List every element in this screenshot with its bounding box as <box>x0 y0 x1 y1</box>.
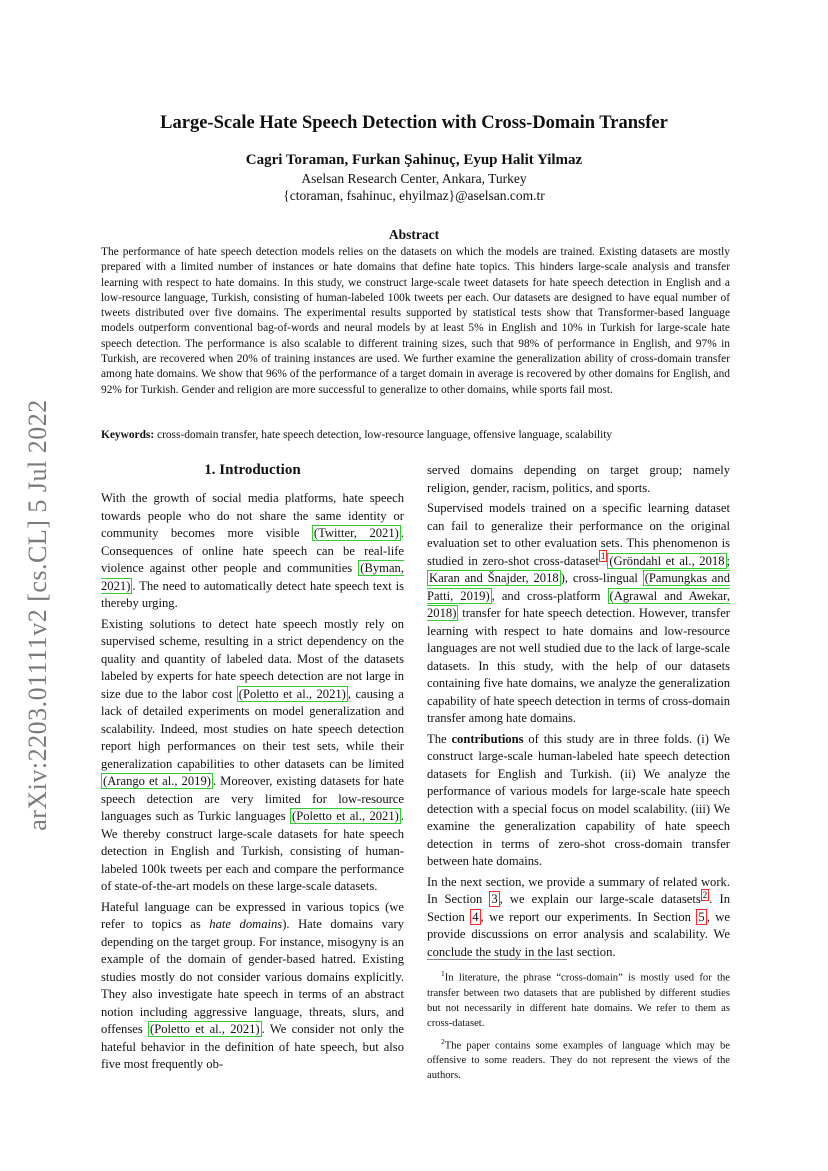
abstract-body <box>101 245 730 398</box>
keywords-text: cross-domain transfer, hate speech detection, low-resource language, offensive language, scalability <box>157 429 613 441</box>
intro-paragraph: served domains depending on target group; namely religion, gender, racism, politics, and sports. <box>427 463 730 495</box>
section-link[interactable]: 5 <box>698 909 705 924</box>
section-heading-introduction: 1. Introduction <box>204 462 301 478</box>
affiliation: Aselsan Research Center, Ankara, Turkey <box>301 171 527 186</box>
intro-paragraph: With the growth of social media platforms, hate speech towards people who do not share the same identity or community becomes more visible (Twitter, 2021) . Consequences of online hate speech can be real-life violence against other people and communities (Byman, 2021) . The need to automatically detect hate speech text is thereby urging. <box>101 491 404 610</box>
bold-contributions: contributions <box>451 731 524 746</box>
intro-paragraph: In the next section, we provide a summary of related work. In Section 3 , we explain our large-scale datasets $^2$ . In Section 4 , we report our experiments. In Section 5 , we provide discussions on error analysis and scalability. We conclude the study in the last section. <box>427 874 730 959</box>
citation-link[interactable]: Karan and Šnajder, 2018 <box>429 571 559 585</box>
citation-link[interactable]: (Arango et al., 2019) <box>103 774 211 788</box>
footnote: $^1$In literature, the phrase “cross-domain” is mostly used for the transfer between two datasets that are published by different studies but not necessarily in different hate domains. We refer to them as cross-dataset. <box>427 969 730 1029</box>
right-column <box>427 462 730 964</box>
citation-link[interactable]: (Poletto et al., 2021) <box>238 686 346 701</box>
section-link[interactable]: 4 <box>472 909 479 924</box>
left-column <box>101 490 404 1077</box>
footnote-link[interactable]: 2 <box>702 889 708 900</box>
footnote-link[interactable]: 1 <box>600 551 606 562</box>
abstract-text: The performance of hate speech detection models relies on the datasets on which the models are trained. Existing datasets are mostly prepared with a limited number of instances or hate domains that define hate topics. This hinders large-scale analysis and transfer learning with respect to hate domains. In this study, we construct large-scale tweet datasets for hate speech detection in English and a low-resource language, Turkish, consisting of human-labeled 100k tweets per each. Our datasets are designed to have equal number of tweets distributed over five domains. The experimental results supported by statistical tests show that Transformer-based language models outperform conventional bag-of-words and neural models by at least 5% in English and 10% in Turkish for large-scale hate speech detection. The performance is also scalable to different training sizes, such that 98% of performance in English, and 97% in Turkish, are recovered when 20% of training instances are used. We further examine the generalization ability of cross-domain transfer among hate domains. We show that 96% of the performance of a target domain in average is recovered by other domains for English, and 92% for Turkish. Gender and religion are more successful to generalize to other domains, while sports fail most. <box>101 246 730 396</box>
intro-paragraph: Supervised models trained on a specific learning dataset can fail to generalize their performance on the original evaluation set to other evaluation sets. This phenomenon is studied in zero-shot cross-dataset $^1$ (Gröndahl et al., 2018 ; Karan and Šnajder, 2018 ), cross-lingual (Pamungkas and Patti, 2019) , and cross-platform (Agrawal and Awekar, 2018) transfer for hate speech detection. However, transfer learning with respect to hate domains and low-resource languages are not well studied due to the lack of large-scale datasets. In this study, with the help of our datasets containing five hate domains, we analyze the generalization capability of hate speech detection in terms of cross-domain transfer among hate domains. <box>427 501 730 725</box>
citation-link[interactable]: (Byman, 2021) <box>101 561 404 593</box>
citation-link[interactable]: (Twitter, 2021) <box>313 526 399 540</box>
intro-paragraph: Hateful language can be expressed in various topics (we refer to topics as hate domains). Hate domains vary depending on the target group. For instance, misogyny is an example of the domain of gender-based hatred. Existing studies mostly do not consider various domains explicitly. They also investigate hate speech in terms of an abstract notion including aggressive language, threats, slurs, and offenses (Poletto et al., 2021) . We consider not only the hateful behavior in the definition of hate speech, but also five most frequently ob- <box>101 899 404 1071</box>
citation-link[interactable]: (Gröndahl et al., 2018 <box>609 553 725 568</box>
citation-link[interactable]: (Agrawal and Awekar, 2018) <box>427 588 730 620</box>
intro-paragraph: Existing solutions to detect hate speech mostly rely on supervised scheme, resulting in a strict dependency on the quality and quantity of labeled data. Most of the datasets labeled by experts for hate speech detection are not large in size due to the labor cost (Poletto et al., 2021) , causing a lack of detailed experiments on model generalization and scalability. Indeed, most studies on hate speech detection report high performances on their test sets, while their generalization capabilities to other datasets can be limited (Arango et al., 2019) . Moreover, existing datasets for hate speech detection are very limited for low-resource languages such as Turkic languages (Poletto et al., 2021) . We thereby construct large-scale datasets for hate speech detection in English and Turkish, consisting of human-labeled 100k tweets per each and compare the performance of state-of-the-art models on these large-scale datasets. <box>101 616 404 893</box>
keywords <box>101 428 730 443</box>
keywords-label: Keywords: <box>101 429 155 441</box>
section-link[interactable]: 3 <box>491 892 498 906</box>
footnotes <box>427 966 730 1086</box>
author-list: Cagri Toraman, Furkan Şahinuç, Eyup Halit Yilmaz <box>245 152 583 168</box>
intro-paragraph: The contributions of this study are in three folds. (i) We construct large-scale human-labeled hate speech detection datasets for English and Turkish. (ii) We analyze the performance of various models for large-scale hate speech detection with a special focus on model scalability. (iii) We examine the generalization capability of hate speech detection in terms of zero-shot cross-domain transfer between hate domains. <box>427 731 730 868</box>
emphasis-hate-domains: hate domains <box>209 917 283 931</box>
abstract-heading: Abstract <box>388 227 440 242</box>
citation-link[interactable]: (Pamungkas and Patti, 2019) <box>427 571 730 603</box>
paper-title: Large-Scale Hate Speech Detection with Cross-Domain Transfer <box>160 113 668 133</box>
author-emails: {ctoraman, fsahinuc, ehyilmaz}@aselsan.com.tr <box>283 188 545 203</box>
citation-link[interactable]: (Poletto et al., 2021) <box>292 809 399 823</box>
arxiv-identifier: arXiv:2203.01111v2 [cs.CL] 5 Jul 2022 <box>23 399 53 831</box>
footnote-divider <box>427 959 567 960</box>
citation-link[interactable]: (Poletto et al., 2021) <box>150 1022 260 1036</box>
footnote: $^2$The paper contains some examples of language which may be offensive to some readers. They do not represent the views of the authors. <box>427 1036 730 1082</box>
